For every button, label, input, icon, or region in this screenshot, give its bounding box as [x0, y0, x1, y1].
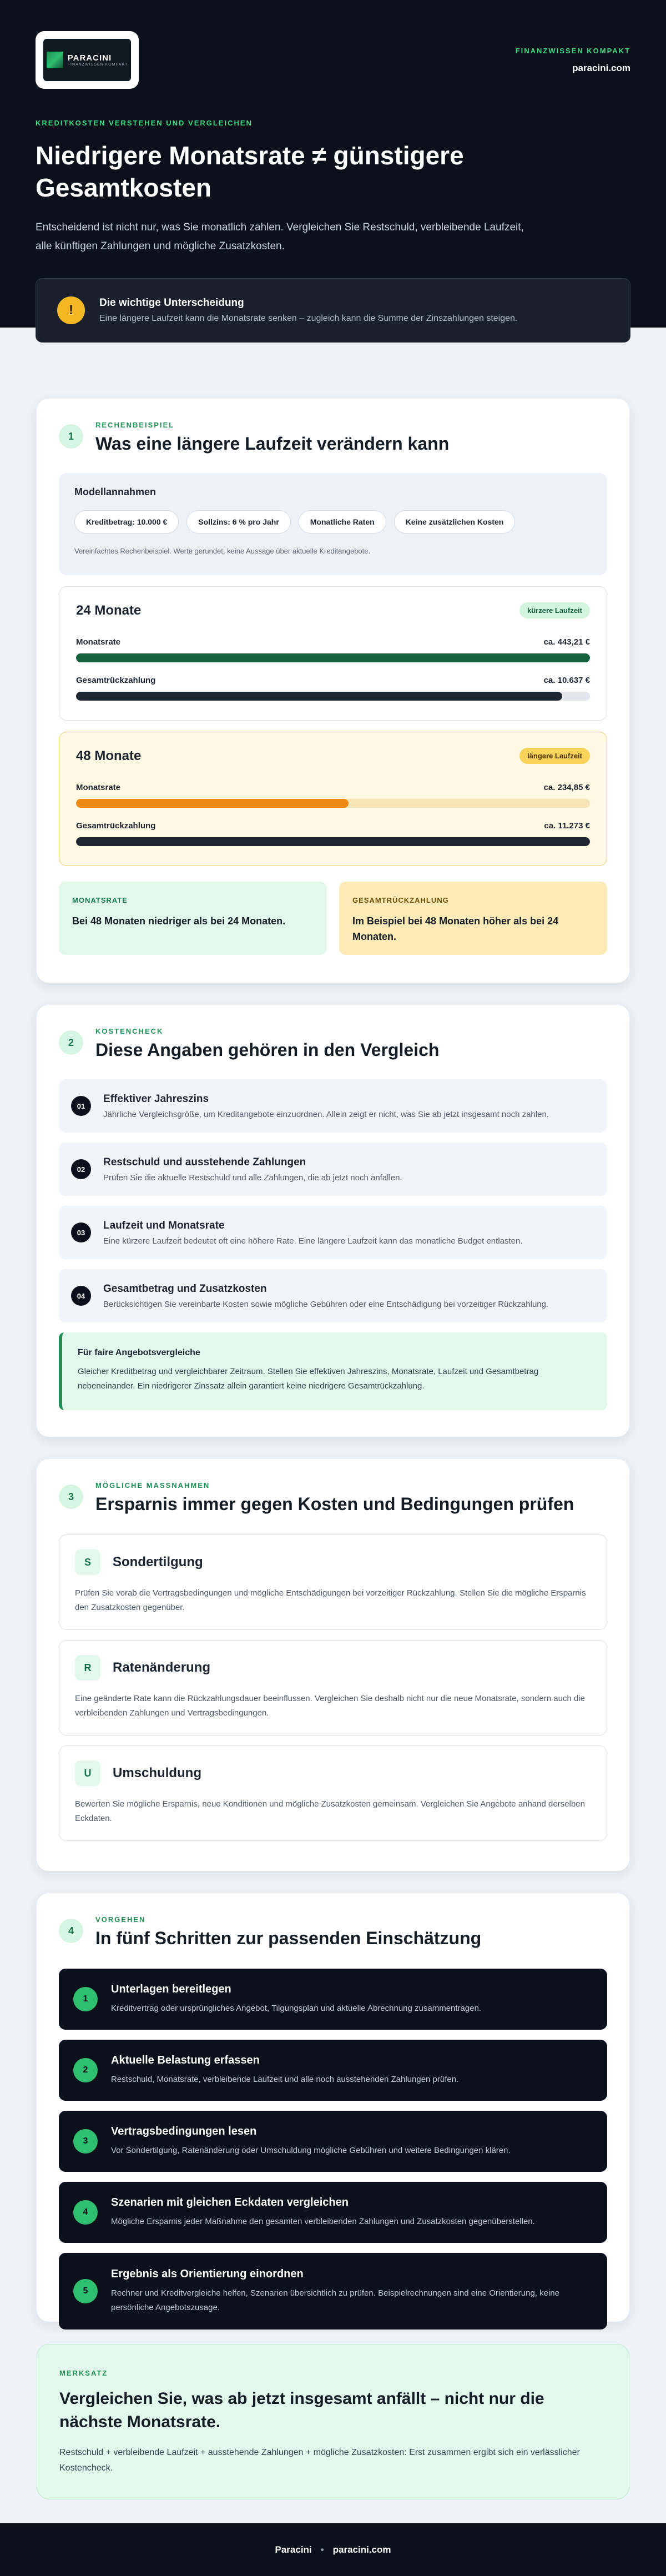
- step-number: 1: [73, 1987, 98, 2011]
- measure-text: Prüfen Sie vorab die Vertragsbedingungen und mögliche Entschädigungen bei vorzeitiger Rückzahlung. Stellen Sie die mögliche Ersparnis den Zusatzkosten gegenüber.: [75, 1588, 586, 1612]
- key-takeaway: [37, 2344, 629, 2499]
- checklist-item: [59, 1143, 607, 1196]
- item-text: Jährliche Vergleichsgröße, um Kreditangebote einzuordnen. Allein zeigt er nicht, was Sie ab jetzt insgesamt noch zahlen.: [103, 1109, 549, 1119]
- memo-kicker: MERKSATZ: [59, 2369, 108, 2377]
- section-cost-check: [37, 1005, 629, 1437]
- site-link[interactable]: paracini.com: [572, 63, 630, 73]
- item-text: Prüfen Sie die aktuelle Restschuld und alle Zahlungen, die ab jetzt noch anfallen.: [103, 1173, 402, 1183]
- header-meta: [516, 47, 630, 74]
- step-text: Mögliche Ersparnis jeder Maßnahme den gesamten verbleibenden Zahlungen und Zusatzkosten gegenüberstellen.: [111, 2216, 535, 2226]
- assumptions-note: Vereinfachtes Rechenbeispiel. Werte gerundet; keine Aussage über aktuelle Kreditangebote.: [74, 547, 371, 555]
- header-meta-kicker: FINANZWISSEN KOMPAKT: [515, 47, 630, 55]
- item-number: 02: [71, 1159, 91, 1179]
- hero-header: [0, 0, 666, 328]
- outcome-text: Im Beispiel bei 48 Monaten höher als bei 24 Monaten.: [352, 915, 559, 942]
- fair-title: Für faire Angebotsvergleiche: [78, 1348, 200, 1357]
- measure-letter-icon: U: [75, 1760, 100, 1786]
- assumption-chip: Monatliche Raten: [299, 510, 386, 534]
- hero-lead: Entscheidend ist nicht nur, was Sie monatlich zahlen. Vergleichen Sie Restschuld, verbleibende Laufzeit, alle künftigen Zahlungen und mögliche Zusatzkosten.: [36, 222, 524, 252]
- section-title: Was eine längere Laufzeit verändern kann: [95, 434, 450, 454]
- checklist-item: [59, 1079, 607, 1133]
- step-item: [59, 1969, 607, 2030]
- rate-label: Monatsrate: [76, 637, 121, 647]
- measure-title: Umschuldung: [113, 1765, 201, 1780]
- section-title: In fünf Schritten zur passenden Einschätzung: [95, 1928, 482, 1948]
- important-notice: [36, 278, 630, 343]
- assumption-chip: Kreditbetrag: 10.000 €: [74, 510, 179, 534]
- step-number: 3: [73, 2129, 98, 2154]
- item-title: Restschuld und ausstehende Zahlungen: [103, 1156, 306, 1168]
- logo-subtitle: FINANZWISSEN KOMPAKT: [67, 63, 128, 67]
- item-number: 01: [71, 1096, 91, 1116]
- checklist-item: [59, 1206, 607, 1259]
- outcome-monthly-rate: [59, 882, 327, 955]
- section-title: Ersparnis immer gegen Kosten und Bedingungen prüfen: [95, 1494, 574, 1514]
- item-text: Eine kürzere Laufzeit bedeutet oft eine höhere Rate. Eine längere Laufzeit kann das monatliche Budget entlasten.: [103, 1236, 523, 1246]
- measure-text: Eine geänderte Rate kann die Rückzahlungsdauer beeinflussen. Vergleichen Sie deshalb nicht nur die neue Monatsrate, sondern auch die verbleibenden Zahlungen und Vertragsbedingungen.: [75, 1694, 585, 1718]
- total-label: Gesamtrückzahlung: [76, 821, 156, 831]
- model-assumptions: [59, 473, 607, 575]
- item-title: Gesamtbetrag und Zusatzkosten: [103, 1282, 267, 1295]
- outcome-text: Bei 48 Monaten niedriger als bei 24 Monaten.: [72, 915, 286, 927]
- section-procedure: [37, 1893, 629, 2322]
- scenario-48-months: [59, 732, 607, 866]
- scenario-badge: kürzere Laufzeit: [519, 602, 590, 618]
- step-title: Vertragsbedingungen lesen: [111, 2125, 257, 2137]
- fair-text: Gleicher Kreditbetrag und vergleichbarer Zeitraum. Stellen Sie effektiven Jahreszins, Monatsrate, Laufzeit und Gesamtbetrag nebeneinander. Ein niedrigerer Zinssatz allein garantiert keine niedrigere Gesamtrückzahlung.: [78, 1367, 539, 1391]
- page-title: Niedrigere Monatsrate ≠ günstigere Gesamtkosten: [36, 141, 464, 202]
- assumption-chip: Sollzins: 6 % pro Jahr: [186, 510, 290, 534]
- section-kicker: KOSTENCHECK: [95, 1027, 164, 1035]
- section-kicker: RECHENBEISPIEL: [95, 421, 175, 429]
- section-measures: [37, 1459, 629, 1871]
- measure-text: Bewerten Sie mögliche Ersparnis, neue Konditionen und mögliche Zusatzkosten gemeinsam. Vergleichen Sie Angebote anhand derselben Eckdaten.: [75, 1799, 585, 1823]
- step-number: 5: [73, 2279, 98, 2303]
- item-title: Effektiver Jahreszins: [103, 1093, 209, 1105]
- outcome-kicker: MONATSRATE: [72, 896, 128, 904]
- section-number: 4: [59, 1919, 83, 1943]
- checklist-item: [59, 1269, 607, 1322]
- scenario-badge: längere Laufzeit: [519, 748, 590, 764]
- item-number: 03: [71, 1222, 91, 1242]
- footer-site-link[interactable]: paracini.com: [332, 2544, 391, 2555]
- logo-mark-icon: [47, 52, 63, 68]
- total-bar-fill: [76, 837, 590, 846]
- scenario-title: 48 Monate: [76, 748, 142, 763]
- step-item: [59, 2182, 607, 2243]
- step-text: Rechner und Kreditvergleiche helfen, Szenarien übersichtlich zu prüfen. Beispielrechnungen sind eine Orientierung, keine persönliche Angebotszusage.: [111, 2288, 559, 2312]
- logo[interactable]: [36, 31, 139, 89]
- measure-refinancing: [59, 1745, 607, 1841]
- item-title: Laufzeit und Monatsrate: [103, 1219, 225, 1231]
- warning-icon: !: [57, 296, 85, 324]
- assumption-chip: Keine zusätzlichen Kosten: [394, 510, 516, 534]
- scenario-title: 24 Monate: [76, 602, 142, 618]
- item-text: Berücksichtigen Sie vereinbarte Kosten sowie mögliche Gebühren oder eine Entschädigung bei vorzeitiger Rückzahlung.: [103, 1299, 549, 1309]
- step-title: Unterlagen bereitlegen: [111, 1983, 231, 1995]
- memo-title: Vergleichen Sie, was ab jetzt insgesamt anfällt – nicht nur die nächste Monatsrate.: [59, 2389, 544, 2431]
- step-number: 2: [73, 2058, 98, 2082]
- step-text: Kreditvertrag oder ursprüngliches Angebot, Tilgungsplan und aktuelle Abrechnung zusammentragen.: [111, 2003, 482, 2013]
- footer: [0, 2523, 666, 2576]
- total-bar-fill: [76, 692, 562, 701]
- measure-special-repayment: [59, 1534, 607, 1630]
- step-title: Ergebnis als Orientierung einordnen: [111, 2267, 304, 2280]
- section-example: [37, 399, 629, 983]
- logo-name: PARACINI: [67, 53, 112, 63]
- rate-value: ca. 234,85 €: [543, 783, 590, 792]
- footer-separator: •: [320, 2544, 324, 2555]
- measure-title: Ratenänderung: [113, 1660, 211, 1675]
- section-number: 2: [59, 1030, 83, 1055]
- step-text: Vor Sondertilgung, Ratenänderung oder Umschuldung mögliche Gebühren und weitere Bedingungen klären.: [111, 2145, 511, 2155]
- assumptions-title: Modellannahmen: [74, 486, 157, 497]
- section-title: Diese Angaben gehören in den Vergleich: [95, 1040, 440, 1060]
- rate-value: ca. 443,21 €: [543, 637, 590, 647]
- section-kicker: MÖGLICHE MASSNAHMEN: [95, 1481, 210, 1490]
- total-label: Gesamtrückzahlung: [76, 676, 156, 685]
- outcome-kicker: GESAMTRÜCKZAHLUNG: [352, 896, 449, 904]
- step-item: [59, 2111, 607, 2172]
- hero-kicker: KREDITKOSTEN VERSTEHEN UND VERGLEICHEN: [36, 119, 253, 127]
- memo-text: Restschuld + verbleibende Laufzeit + ausstehende Zahlungen + mögliche Zusatzkosten: Erst zusammen ergibt sich ein verlässlicher Kostencheck.: [59, 2448, 580, 2473]
- measure-letter-icon: S: [75, 1549, 100, 1575]
- notice-text: Eine längere Laufzeit kann die Monatsrate senken – zugleich kann die Summe der Zinszahlungen steigen.: [99, 314, 518, 323]
- notice-title: Die wichtige Unterscheidung: [99, 297, 244, 309]
- total-value: ca. 10.637 €: [543, 676, 590, 685]
- step-number: 4: [73, 2200, 98, 2225]
- section-kicker: VORGEHEN: [95, 1915, 146, 1924]
- step-title: Aktuelle Belastung erfassen: [111, 2054, 260, 2066]
- step-item: [59, 2040, 607, 2101]
- total-bar: [76, 837, 590, 846]
- rate-bar: [76, 799, 590, 808]
- step-title: Szenarien mit gleichen Eckdaten vergleichen: [111, 2196, 349, 2208]
- rate-label: Monatsrate: [76, 783, 121, 792]
- logo-badge: [43, 39, 131, 81]
- section-number: 3: [59, 1485, 83, 1509]
- step-text: Restschuld, Monatsrate, verbleibende Laufzeit und alle noch ausstehenden Zahlungen prüfen.: [111, 2074, 459, 2084]
- section-number: 1: [59, 424, 83, 449]
- measure-rate-change: [59, 1640, 607, 1735]
- rate-bar: [76, 653, 590, 662]
- measure-title: Sondertilgung: [113, 1554, 203, 1569]
- rate-bar-fill: [76, 799, 349, 808]
- step-item: [59, 2253, 607, 2330]
- scenario-24-months: [59, 586, 607, 721]
- fair-comparison-note: [59, 1332, 607, 1410]
- total-value: ca. 11.273 €: [544, 821, 590, 831]
- total-bar: [76, 692, 590, 701]
- rate-bar-fill: [76, 653, 590, 662]
- item-number: 04: [71, 1286, 91, 1306]
- footer-brand: Paracini: [275, 2544, 312, 2555]
- measure-letter-icon: R: [75, 1655, 100, 1681]
- outcome-total-repayment: [339, 882, 607, 955]
